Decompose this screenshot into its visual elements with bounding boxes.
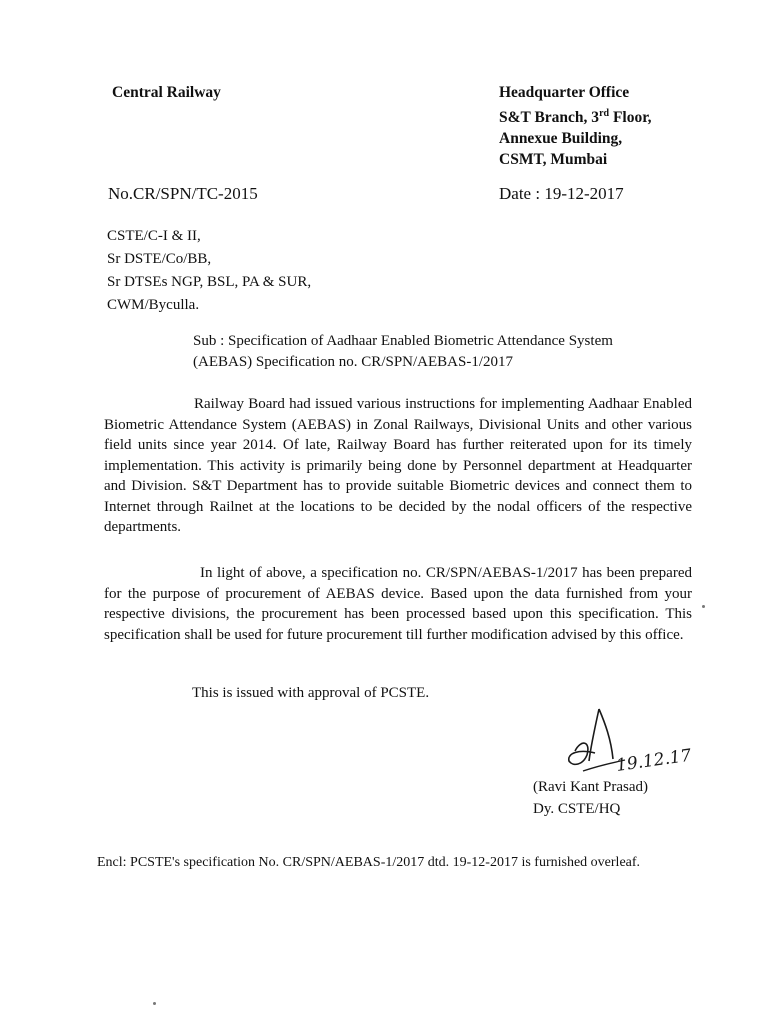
organization-name: Central Railway bbox=[112, 84, 221, 101]
scan-speck bbox=[153, 1002, 156, 1005]
body-paragraph-2: In light of above, a specification no. CR/SPN/AEBAS-1/2017 has been prepared for the purpose of procurement of AEBAS device. Based upon the data furnished from your respective divisions, the procurement has been processed based upon this specification. This specification shall be used for future procurement till further modification advised by this office. bbox=[104, 565, 692, 643]
addressee-list bbox=[107, 225, 311, 317]
signatory-block bbox=[533, 776, 648, 820]
office-line: CSMT, Mumbai bbox=[499, 151, 608, 169]
ordinal-suffix: rd bbox=[599, 108, 610, 119]
signatory-designation: Dy. CSTE/HQ bbox=[533, 801, 621, 817]
handwritten-signature bbox=[555, 705, 715, 785]
reference-number: No.CR/SPN/TC-2015 bbox=[108, 184, 258, 203]
office-line-text: Floor, bbox=[609, 109, 652, 127]
addressee: Sr DTSEs NGP, BSL, PA & SUR, bbox=[107, 274, 312, 290]
addressee: CSTE/C-I & II, bbox=[107, 228, 201, 244]
signatory-name: (Ravi Kant Prasad) bbox=[533, 779, 648, 795]
office-line bbox=[499, 103, 652, 128]
letter-date: Date : 19-12-2017 bbox=[499, 184, 624, 203]
office-line: Headquarter Office bbox=[499, 84, 630, 101]
scan-speck bbox=[702, 605, 705, 608]
subject-line: Sub : Specification of Aadhaar Enabled Biometric Attendance System bbox=[193, 333, 613, 349]
signature-date: 19.12.17 bbox=[614, 745, 693, 776]
subject-block bbox=[193, 331, 613, 373]
office-line: Annexue Building, bbox=[499, 130, 623, 148]
body-paragraph-1: Railway Board had issued various instructions for implementing Aadhaar Enabled Biometric Attendance System (AEBAS) in Zonal Railways, Divisional Units and other various field units since year 2014. Of late, Railway Board has further reiterated upon for its timely implementation. This activity is primarily being done by Personnel department at Headquarter and Division. S&T Department has to provide suitable Biometric devices and connect them to Internet through Railnet at the locations to be decided by the nodal officers of the respective departments. bbox=[104, 396, 692, 535]
enclosure-note: Encl: PCSTE's specification No. CR/SPN/AEBAS-1/2017 dtd. 19-12-2017 is furnished overleaf. bbox=[97, 855, 641, 870]
approval-note: This is issued with approval of PCSTE. bbox=[192, 685, 430, 701]
subject-line: (AEBAS) Specification no. CR/SPN/AEBAS-1/2017 bbox=[193, 354, 514, 370]
addressee: Sr DSTE/Co/BB, bbox=[107, 251, 212, 267]
addressee: CWM/Byculla. bbox=[107, 297, 200, 313]
office-line-text: S&T Branch, 3 bbox=[499, 109, 600, 127]
office-address bbox=[499, 82, 652, 170]
